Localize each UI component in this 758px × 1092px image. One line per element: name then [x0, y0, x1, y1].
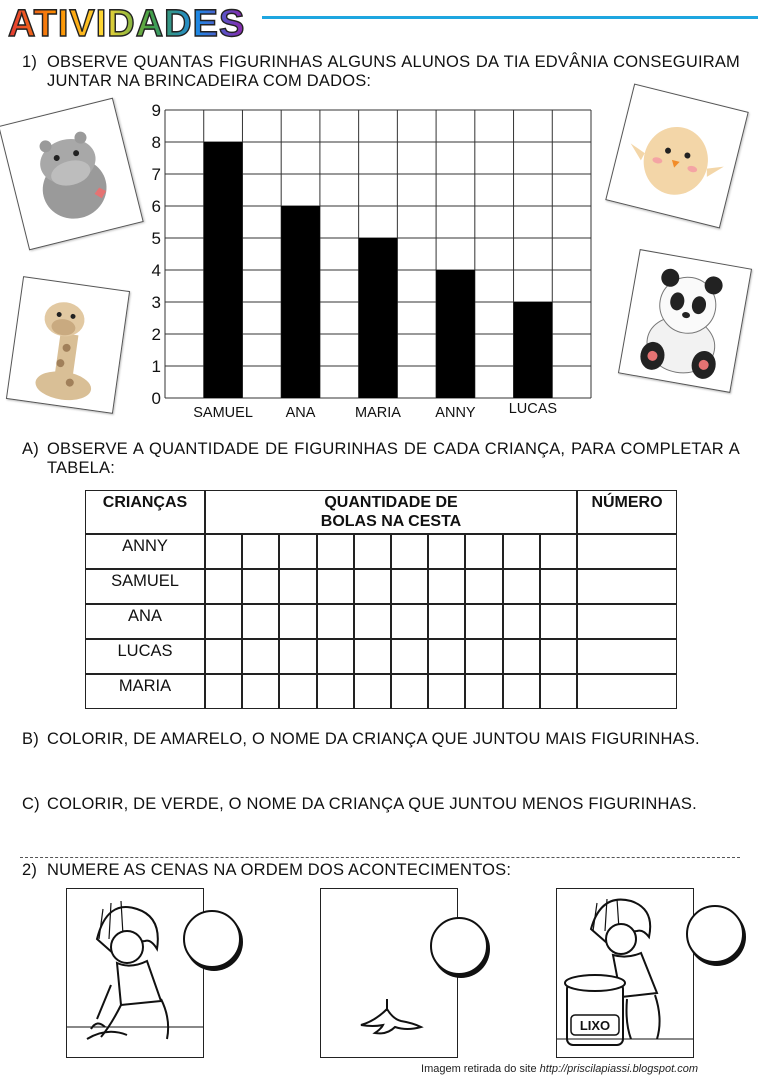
quantity-cell[interactable]: [279, 674, 316, 709]
quantity-cell[interactable]: [242, 534, 279, 569]
bar-anny: [436, 270, 475, 398]
quantity-cell[interactable]: [354, 674, 391, 709]
question-2: [22, 861, 740, 881]
quantity-cell[interactable]: [205, 639, 242, 674]
quantity-cell[interactable]: [391, 534, 428, 569]
quantity-cell[interactable]: [465, 534, 502, 569]
table-row: [85, 534, 677, 569]
chart-y-ticks: [152, 101, 161, 408]
number-cell[interactable]: [577, 534, 677, 569]
quantity-cell[interactable]: [354, 569, 391, 604]
quantity-cell[interactable]: [242, 674, 279, 709]
table-body: [85, 534, 677, 709]
giraffe-sticker-icon: [6, 276, 130, 414]
quantity-cell[interactable]: [503, 534, 540, 569]
title-underline: [262, 16, 758, 19]
quantity-cell[interactable]: [205, 534, 242, 569]
child-name-cell: ANNY: [85, 534, 205, 569]
quantity-cell[interactable]: [503, 639, 540, 674]
quantity-cell[interactable]: [317, 674, 354, 709]
y-tick-label: 4: [151, 261, 161, 280]
quantity-cell[interactable]: [279, 639, 316, 674]
quantity-cell[interactable]: [428, 569, 465, 604]
panda-sticker-icon: [618, 249, 752, 393]
quantity-cell[interactable]: [503, 604, 540, 639]
quantity-cell[interactable]: [205, 674, 242, 709]
table-header-row: [85, 490, 677, 534]
table-row: [85, 674, 677, 709]
quantity-cell[interactable]: [428, 674, 465, 709]
quantity-cell[interactable]: [465, 604, 502, 639]
question-1-number: 1): [22, 53, 38, 71]
quantity-cell[interactable]: [391, 604, 428, 639]
header-quantity: [205, 490, 577, 534]
question-a-letter: A): [22, 440, 39, 458]
y-tick-label: 9: [151, 101, 161, 120]
question-c: [22, 795, 740, 835]
children-table: [85, 490, 677, 709]
quantity-cell[interactable]: [317, 569, 354, 604]
quantity-cell[interactable]: [465, 639, 502, 674]
quantity-cell[interactable]: [540, 639, 577, 674]
quantity-cell[interactable]: [428, 534, 465, 569]
scene-3-answer-circle[interactable]: [686, 905, 744, 963]
bar-samuel: [204, 142, 243, 398]
child-name-cell: ANA: [85, 604, 205, 639]
image-credit: [421, 1063, 698, 1075]
header-number: NÚMERO: [577, 490, 677, 534]
quantity-cell[interactable]: [540, 604, 577, 639]
number-cell[interactable]: [577, 674, 677, 709]
section-divider: [20, 857, 740, 858]
credit-prefix: Imagem retirada do site: [421, 1063, 540, 1075]
table-row: [85, 569, 677, 604]
chick-sticker-icon: [605, 84, 749, 229]
number-cell[interactable]: [577, 569, 677, 604]
scene-1-answer-circle[interactable]: [183, 910, 241, 968]
quantity-cell[interactable]: [205, 569, 242, 604]
hippo-sticker-icon: [0, 98, 144, 251]
bar-maria: [359, 238, 398, 398]
y-tick-label: 2: [151, 325, 161, 344]
y-tick-label: 7: [151, 165, 161, 184]
question-b-text: COLORIR, DE AMARELO, O NOME DA CRIANÇA QUE JUNTOU MAIS FIGURINHAS.: [47, 730, 700, 748]
x-category-label: ANA: [285, 405, 316, 421]
quantity-cell[interactable]: [354, 604, 391, 639]
question-a-text: OBSERVE A QUANTIDADE DE FIGURINHAS DE CADA CRIANÇA, PARA COMPLETAR A TABELA:: [47, 440, 740, 477]
header-quantity-line1: QUANTIDADE DE: [324, 494, 458, 511]
quantity-cell[interactable]: [242, 569, 279, 604]
question-2-text: NUMERE AS CENAS NA ORDEM DOS ACONTECIMENTOS:: [47, 861, 512, 879]
bar-ana: [281, 206, 320, 398]
header-quantity-line2: BOLAS NA CESTA: [320, 513, 462, 530]
quantity-cell[interactable]: [317, 604, 354, 639]
bar-lucas: [514, 302, 553, 398]
question-c-text: COLORIR, DE VERDE, O NOME DA CRIANÇA QUE JUNTOU MENOS FIGURINHAS.: [47, 795, 697, 813]
scene-2-answer-circle[interactable]: [430, 917, 488, 975]
quantity-cell[interactable]: [428, 639, 465, 674]
quantity-cell[interactable]: [242, 639, 279, 674]
question-b-letter: B): [22, 730, 39, 748]
quantity-cell[interactable]: [354, 534, 391, 569]
child-name-cell: LUCAS: [85, 639, 205, 674]
quantity-cell[interactable]: [354, 639, 391, 674]
y-tick-label: 8: [151, 133, 161, 152]
quantity-cell[interactable]: [503, 674, 540, 709]
question-2-number: 2): [22, 861, 38, 879]
quantity-cell[interactable]: [540, 534, 577, 569]
y-tick-label: 5: [151, 229, 161, 248]
header-children: CRIANÇAS: [85, 490, 205, 534]
y-tick-label: 6: [151, 197, 161, 216]
question-1-text: OBSERVE QUANTAS FIGURINHAS ALGUNS ALUNOS DA TIA EDVÂNIA CONSEGUIRAM JUNTAR NA BRINCADEIRA COM DADOS:: [47, 53, 740, 90]
page-title: ATIVIDADES: [8, 3, 246, 44]
quantity-cell[interactable]: [391, 639, 428, 674]
credit-url: http://priscilapiassi.blogspot.com: [539, 1063, 698, 1075]
scene-3-girl-throws-trash: [556, 888, 694, 1058]
x-category-label: ANNY: [435, 405, 476, 421]
quantity-cell[interactable]: [503, 569, 540, 604]
quantity-cell[interactable]: [428, 604, 465, 639]
quantity-cell[interactable]: [465, 569, 502, 604]
question-a: [22, 440, 740, 480]
scene-1-girl-steps-on-peel: [66, 888, 204, 1058]
chart-x-labels: [193, 401, 557, 421]
scene-2-banana-peel: [320, 888, 458, 1058]
quantity-cell[interactable]: [540, 674, 577, 709]
child-name-cell: MARIA: [85, 674, 205, 709]
number-cell[interactable]: [577, 639, 677, 674]
quantity-cell[interactable]: [317, 534, 354, 569]
quantity-cell[interactable]: [205, 604, 242, 639]
x-category-label: LUCAS: [508, 401, 558, 417]
y-tick-label: 3: [151, 293, 161, 312]
figurinhas-bar-chart: [140, 100, 600, 430]
quantity-cell[interactable]: [465, 674, 502, 709]
x-category-label: SAMUEL: [193, 405, 253, 421]
y-tick-label: 1: [151, 357, 161, 376]
quantity-cell[interactable]: [540, 569, 577, 604]
question-b: [22, 730, 740, 770]
quantity-cell[interactable]: [391, 569, 428, 604]
table-row: [85, 604, 677, 639]
quantity-cell[interactable]: [317, 639, 354, 674]
table-row: [85, 639, 677, 674]
y-tick-label: 0: [151, 389, 161, 408]
quantity-cell[interactable]: [391, 674, 428, 709]
trash-bin-label: LIXO: [579, 1018, 611, 1033]
quantity-cell[interactable]: [279, 534, 316, 569]
quantity-cell[interactable]: [279, 569, 316, 604]
quantity-cell[interactable]: [242, 604, 279, 639]
x-category-label: MARIA: [355, 405, 401, 421]
atividades-title-logo: [2, 0, 272, 44]
number-cell[interactable]: [577, 604, 677, 639]
quantity-cell[interactable]: [279, 604, 316, 639]
child-name-cell: SAMUEL: [85, 569, 205, 604]
question-c-letter: C): [22, 795, 40, 813]
